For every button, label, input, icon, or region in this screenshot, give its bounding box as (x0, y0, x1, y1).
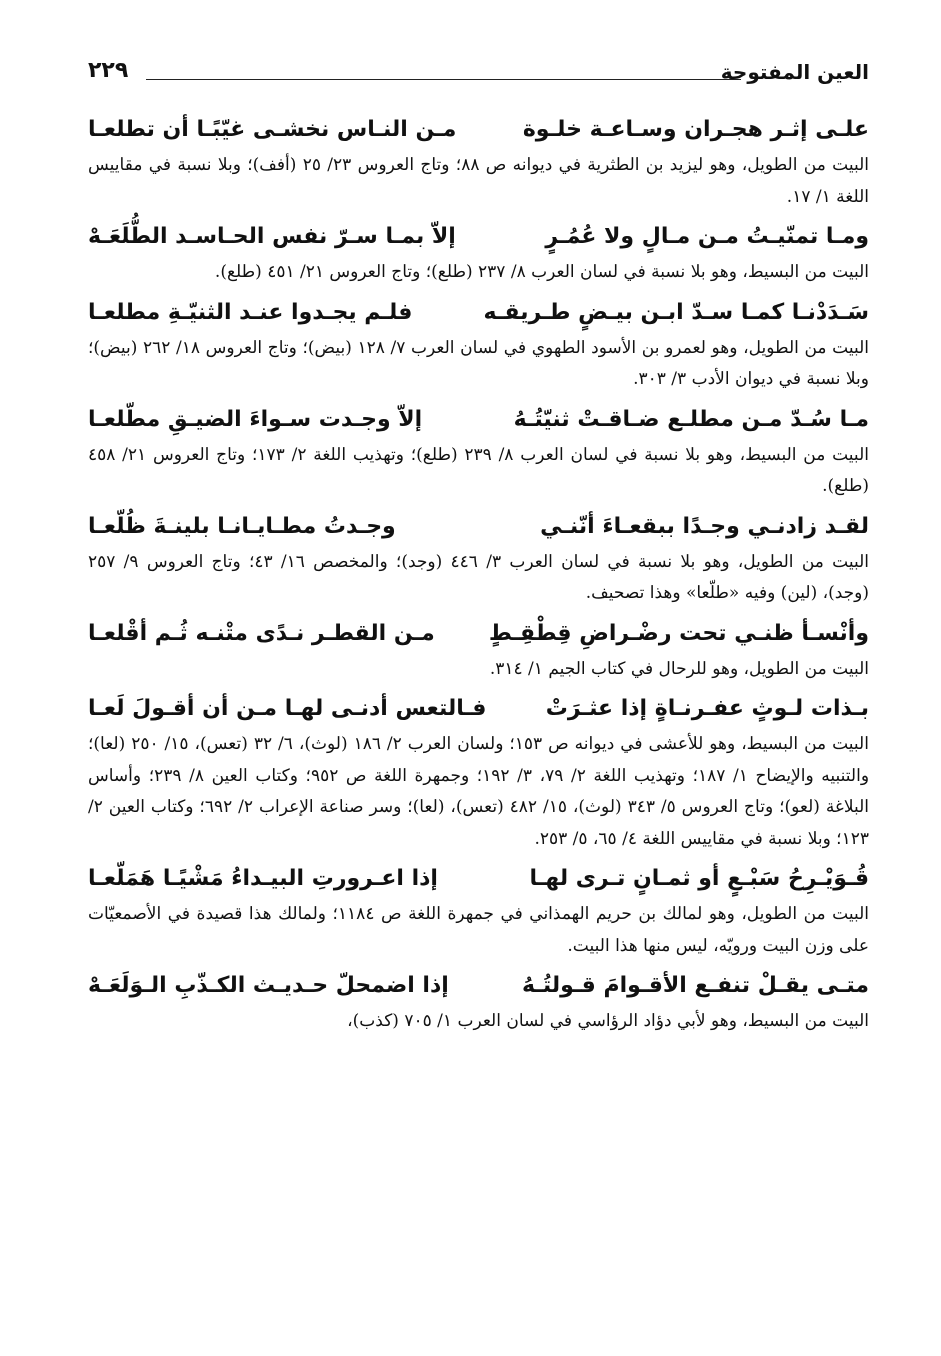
verse-line (88, 217, 869, 257)
page-body (88, 110, 869, 1042)
first-hemistich: وأنْسـأ ظنـي تحت رضْـراضِ قِطْقِـطٍ (488, 620, 869, 646)
verse-line (88, 689, 869, 729)
verse-footnote: البيت من البسيط، وهو بلا نسبة في لسان العرب ٨/ ٢٣٧ (طلع)؛ وتاج العروس ٢١/ ٤٥١ (طلع). (214, 262, 869, 282)
first-hemistich: ومـا تمنّيـتُ مـن مـالٍ ولا عُمُـرٍ (545, 224, 869, 249)
verse-line (88, 110, 869, 150)
first-hemistich: متـى يقـلْ تنفـع الأقـوامَ قـولتُـهُ (521, 973, 869, 998)
second-hemistich: إلاّ بمـا سـرّ نفس الحـاسـد الطُّلَعَـهْ (88, 224, 456, 249)
verse-line (88, 859, 869, 899)
header-rule (146, 79, 741, 80)
verse-footnote: البيت من البسيط، وهو للأعشى في ديوانه ص ١٥٣؛ ولسان العرب ٢/ ١٨٦ (لوث)، ٦/ ٣٢ (تعس)، ١٥/ ٢٥٠ (لعا)؛ والتنبيه والإيضاح ١/ ١٨٧؛ وتهذيب اللغة ٢/ ٧٩، ٣/ ١٩٢؛ وجمهرة اللغة ص ٩٥٢؛ وكتاب العين ٨/ ٢٣٩؛ وأساس البلاغة (لعو)؛ وتاج العروس ٥/ ٣٤٣ (لوث)، ١٥/ ٤٨٢ (تعس)، (لعا)؛ وسر صناعة الإعراب ٢/ ٦٩٢؛ وكتاب العين ٢/ ١٢٣؛ وبلا نسبة في مقاييس اللغة ٤/ ٦٥، ٥/ ٢٥٣. (88, 734, 870, 849)
running-head: العين المفتوحة (720, 60, 869, 84)
verse-entry (88, 217, 869, 289)
first-hemistich: بـذات لـوثٍ عفـرنـاةٍ إذا عثـرَتْ (545, 696, 869, 721)
second-hemistich: إلاّ وجـدت سـواءَ الضيـقِ مطّلعـا (88, 406, 423, 432)
verse-footnote: البيت من الطويل، وهو لمالك بن حريم الهمذاني في جمهرة اللغة ص ١١٨٤؛ ولمالك هذا قصيدة في الأصمعيّات على وزن البيت ورويّه، ليس منها هذا البيت. (88, 904, 870, 956)
verse-line (88, 507, 869, 547)
second-hemistich: إذا اضمحلّ حـديـث الكـذّبِ الـوَلَعَـهْ (88, 973, 449, 998)
verse-footnote: البيت من الطويل، وهو للرحال في كتاب الجيم ١/ ٣١٤. (489, 658, 869, 679)
first-hemistich: مـا سُـدّ مـن مطلـع ضـاقـتْ ثنيّتُـهُ (513, 406, 869, 432)
verse-entry (88, 614, 869, 686)
first-hemistich: قُـوَيْـرِحُ سَبْـعٍ أو ثمـانٍ تـرى لهـا (529, 866, 869, 891)
verse-footnote: البيت من البسيط، وهو بلا نسبة في لسان العرب ٨/ ٢٣٩ (طلع)؛ وتهذيب اللغة ٢/ ١٧٣؛ وتاج العروس ٢١/ ٤٥٨ (طلع). (88, 444, 869, 496)
verse-line (88, 293, 869, 333)
verse-entry (88, 689, 869, 855)
second-hemistich: إذا اعـرورتِ البيـداءُ مَشْيًـا هَمَلّعـا (88, 866, 438, 891)
verse-footnote: البيت من الطويل، وهو بلا نسبة في لسان العرب ٣/ ٤٤٦ (وجد)؛ والمخصص ١٦/ ٤٣؛ وتاج العروس ٩/ ٢٥٧ (وجد)، (لين) وفيه «طلّعا» وهذا تصحيف. (88, 551, 869, 603)
verse-line (88, 614, 869, 654)
verse-entry (88, 966, 869, 1038)
verse-footnote: البيت من الطويل، وهو ليزيد بن الطثرية في ديوانه ص ٨٨؛ وتاج العروس ٢٣/ ٢٥ (أفف)؛ وبلا نسبة في مقاييس اللغة ١/ ١٧. (88, 155, 870, 207)
verse-line (88, 966, 869, 1006)
second-hemistich: فـالتعس أدنـى لهـا مـن أن أقـولَ لَعـا (88, 696, 487, 721)
verse-entry (88, 400, 869, 503)
verse-line (88, 400, 869, 440)
first-hemistich: سَـدَدْنـا كمـا سـدّ ابـن بيـضٍ طـريقـه (483, 299, 869, 325)
verse-footnote: البيت من البسيط، وهو لأبي دؤاد الرؤاسي في لسان العرب ١/ ٧٠٥ (كذب)، (347, 1011, 869, 1031)
verse-entry (88, 507, 869, 610)
verse-entry (88, 110, 869, 213)
second-hemistich: مـن النـاس نخشـى غيّبًـا أن تطلعـا (88, 117, 457, 142)
second-hemistich: وجـدتُ مطـايـانـا بلينـةَ ظُلّعـا (88, 513, 396, 539)
first-hemistich: علـى إثـر هجـران وسـاعـة خلـوة (522, 117, 869, 142)
page-header (88, 58, 869, 94)
verse-entry (88, 859, 869, 962)
page-number: ٢٢٩ (88, 58, 129, 83)
second-hemistich: فلـم يجـدوا عنـد الثنيّـةِ مطلعـا (88, 299, 413, 325)
verse-entry (88, 293, 869, 396)
verse-footnote: البيت من الطويل، وهو لعمرو بن الأسود الطهوي في لسان العرب ٧/ ١٢٨ (بيض)؛ وتاج العروس ١٨/ ٢٦٢ (بيض)؛ وبلا نسبة في ديوان الأدب ٣/ ٣٠٣. (88, 337, 870, 389)
first-hemistich: لقـد زادنـي وجـدًا ببقعـاءَ أنّنـي (540, 513, 869, 539)
second-hemistich: مـن القطـر نـدًى متْنـه ثُـم أقْلعـا (88, 620, 435, 646)
